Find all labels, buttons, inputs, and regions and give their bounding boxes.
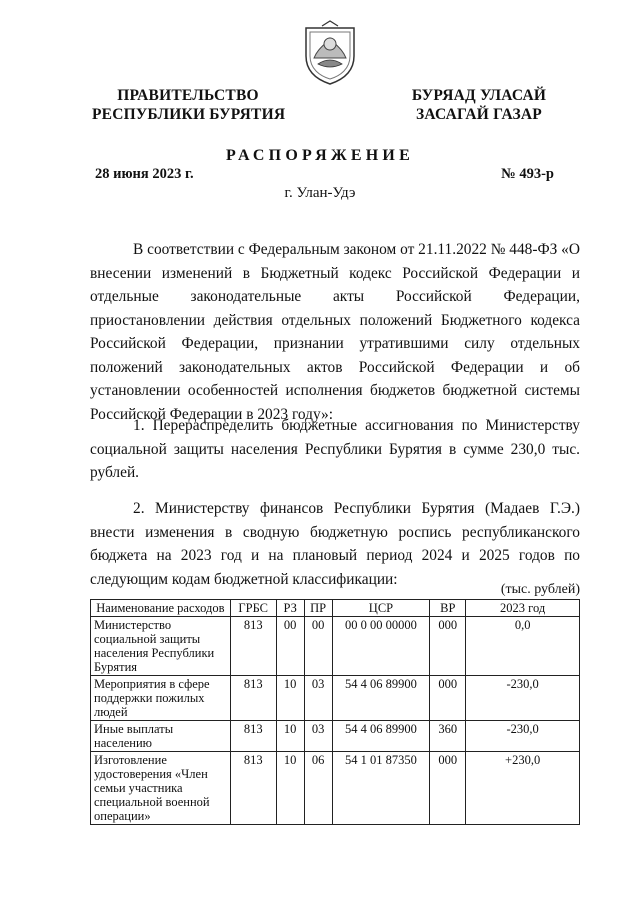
table-row — [91, 617, 580, 676]
header-right-line-2: ЗАСАГАЙ ГАЗАР — [416, 106, 542, 123]
cell-rz: 00 — [276, 617, 304, 676]
cell-rz: 10 — [276, 752, 304, 825]
cell-vr: 000 — [430, 676, 466, 721]
budget-table — [90, 599, 580, 825]
cell-amount: +230,0 — [466, 752, 580, 825]
cell-pr: 03 — [304, 676, 332, 721]
header-left — [92, 86, 284, 124]
cell-pr: 03 — [304, 721, 332, 752]
cell-grbs: 813 — [230, 721, 276, 752]
cell-name: Иные выплаты населению — [91, 721, 231, 752]
table-header-row — [91, 600, 580, 617]
table-row — [91, 721, 580, 752]
cell-rz: 10 — [276, 721, 304, 752]
document-city: г. Улан-Удэ — [284, 185, 356, 201]
header-name: Наименование расходов — [91, 600, 231, 617]
cell-vr: 000 — [430, 752, 466, 825]
header-pr: ПР — [304, 600, 332, 617]
cell-name: Мероприятия в сфере поддержки пожилых людей — [91, 676, 231, 721]
table-unit-label: (тыс. рублей) — [500, 582, 580, 597]
cell-rz: 10 — [276, 676, 304, 721]
cell-csr: 54 4 06 89900 — [332, 721, 430, 752]
cell-vr: 000 — [430, 617, 466, 676]
header-amount: 2023 год — [466, 600, 580, 617]
header-left-line-2: РЕСПУБЛИКИ БУРЯТИЯ — [92, 106, 286, 123]
header-vr: ВР — [430, 600, 466, 617]
cell-csr: 00 0 00 00000 — [332, 617, 430, 676]
header-rz: РЗ — [276, 600, 304, 617]
clause-2-paragraph: 2. Министерству финансов Республики Бурятия (Мадаев Г.Э.) внести изменения в сводную бюджетную роспись республиканского бюджета на 2023 год и на плановый период 2024 и 2025 годов по следующим кодам бюджетной классификации: — [90, 500, 580, 588]
cell-name: Министерство социальной защиты населения Республики Бурятия — [91, 617, 231, 676]
cell-grbs: 813 — [230, 752, 276, 825]
header-grbs: ГРБС — [230, 600, 276, 617]
cell-grbs: 813 — [230, 617, 276, 676]
table-row — [91, 676, 580, 721]
cell-amount: -230,0 — [466, 721, 580, 752]
cell-amount: -230,0 — [466, 676, 580, 721]
header-csr: ЦСР — [332, 600, 430, 617]
preamble-paragraph: В соответствии с Федеральным законом от 21.11.2022 № 448-ФЗ «О внесении изменений в Бюджетный кодекс Российской Федерации и отдельные законодательные акты Российской Федерации, приостановлении действия отдельных положений Бюджетного кодекса Российской Федерации, признании утратившими силу отдельных положений законодательных актов Российской Федерации и об установлении особенностей исполнения бюджетов бюджетной системы Российской Федерации в 2023 году»: — [90, 241, 580, 423]
clause-1-paragraph: 1. Перераспределить бюджетные ассигнования по Министерству социальной защиты населения Республики Бурятия в сумме 230,0 тыс. рублей. — [90, 417, 580, 481]
table-row — [91, 752, 580, 825]
header-left-line-1: ПРАВИТЕЛЬСТВО — [117, 87, 259, 104]
cell-pr: 00 — [304, 617, 332, 676]
cell-grbs: 813 — [230, 676, 276, 721]
cell-name: Изготовление удостоверения «Член семьи участника специальной военной операции» — [91, 752, 231, 825]
document-number: № 493-р — [501, 166, 554, 182]
document-date: 28 июня 2023 г. — [95, 166, 194, 182]
cell-pr: 06 — [304, 752, 332, 825]
cell-csr: 54 4 06 89900 — [332, 676, 430, 721]
header-right-line-1: БУРЯАД УЛАСАЙ — [411, 87, 547, 104]
cell-vr: 360 — [430, 721, 466, 752]
coat-of-arms-icon — [300, 20, 360, 86]
cell-csr: 54 1 01 87350 — [332, 752, 430, 825]
header-right — [404, 86, 554, 124]
cell-amount: 0,0 — [466, 617, 580, 676]
document-title: РАСПОРЯЖЕНИЕ — [226, 147, 414, 164]
